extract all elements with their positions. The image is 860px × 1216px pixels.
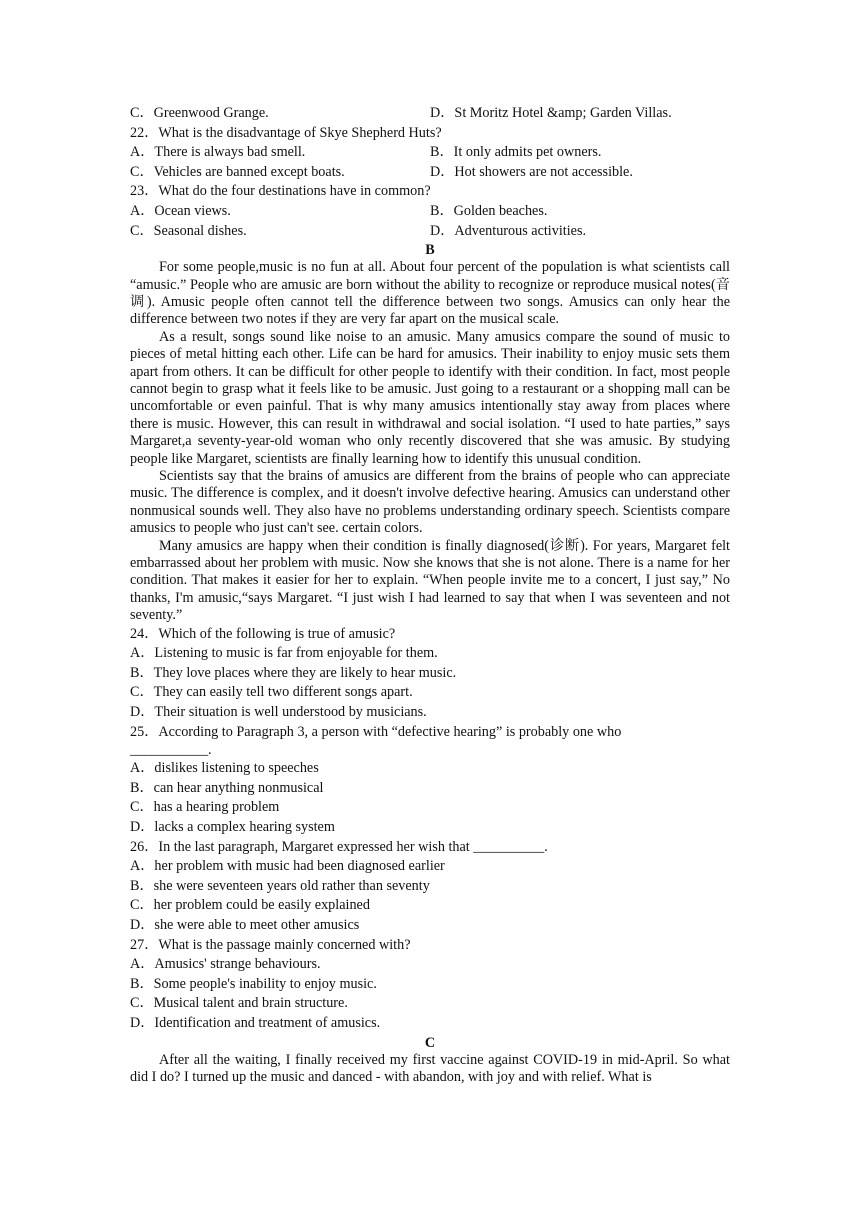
section-b-paragraph-3: Scientists say that the brains of amusics are different from the brains of people who can appreciate music. The difference is complex, and it doesn't involve defective hearing. Amusics can understand other nonmusical sounds well. They also have no problems understanding ordinary speech. Scientists compare amusics to people who just can't see. certain colors.	[130, 468, 730, 537]
q24-option-c: C．They can easily tell two different songs apart.	[130, 684, 413, 701]
document-page	[130, 104, 730, 1086]
q24-stem: 24．Which of the following is true of amusic?	[130, 625, 396, 642]
q23-options-cd	[130, 222, 730, 242]
q22-stem: 22．What is the disadvantage of Skye Shepherd Huts?	[130, 124, 442, 141]
q26-option-b: B．she were seventeen years old rather than seventy	[130, 877, 430, 894]
q22-option-b: B．It only admits pet owners.	[430, 144, 602, 161]
section-b-paragraph-1: For some people,music is no fun at all. About four percent of the population is what scientists call “amusic.” People who are amusic are born without the ability to recognize or reproduce musical notes(音调). Amusic people often cannot tell the difference between two songs. Amusics can only hear the difference between two notes if they are very far apart on the musical scale.	[130, 259, 730, 328]
q24-option-a: A．Listening to music is far from enjoyable for them.	[130, 645, 438, 662]
q23-option-c: C．Seasonal dishes.	[130, 222, 247, 239]
q22-options-ab	[130, 143, 730, 163]
q27-stem: 27．What is the passage mainly concerned with?	[130, 936, 411, 953]
q25-option-a: A．dislikes listening to speeches	[130, 760, 319, 777]
q25-answer-blank: ___________.	[130, 742, 212, 759]
q24-option-d: D．Their situation is well understood by musicians.	[130, 704, 427, 721]
section-b-paragraph-2: As a result, songs sound like noise to an amusic. Many amusics compare the sound of music to pieces of metal hitting each other. Life can be hard for amusics. Their inability to enjoy music sets them apart from others. It can be difficult for other people to identify with their condition. In fact, most people cannot begin to grasp what it feels like to be amusic. Just going to a restaurant or a shopping mall can be uncomfortable or even painful. That is why many amusics intentionally stay away from places where there is music. However, this can result in withdrawal and social isolation. “I used to hate parties,” says Margaret,a seventy-year-old woman who only recently discovered that she was amusic. By studying people like Margaret, scientists are finally learning how to identify this unusual condition.	[130, 328, 730, 467]
q25-option-c: C．has a hearing problem	[130, 799, 280, 816]
q24-option-b: B．They love places where they are likely to hear music.	[130, 664, 457, 681]
section-b-paragraph-4: Many amusics are happy when their condition is finally diagnosed(诊断). For years, Margaret felt embarrassed about her problem with music. Now she knows that she is not alone. There is a name for her condition. That makes it easier for her to explain. “When people invite me to a concert, I just say,” No thanks, I'm amusic,“says Margaret. “I just wish I had learned to say that when I was seventeen and not seventy.”	[130, 537, 730, 624]
q26-stem: 26．In the last paragraph, Margaret expressed her wish that __________.	[130, 838, 548, 855]
section-b-heading: B	[425, 242, 435, 259]
q23-stem: 23．What do the four destinations have in common?	[130, 183, 431, 200]
q27-option-a: A．Amusics' strange behaviours.	[130, 956, 321, 973]
q26-option-d: D．she were able to meet other amusics	[130, 917, 360, 933]
q23-option-d: D．Adventurous activities.	[430, 222, 587, 239]
q27-option-d: D．Identification and treatment of amusics.	[130, 1014, 381, 1031]
q27-option-b: B．Some people's inability to enjoy music.	[130, 975, 377, 992]
q21-options-cd	[130, 104, 730, 124]
q25-option-b: B．can hear anything nonmusical	[130, 779, 324, 796]
q23-option-a: A．Ocean views.	[130, 202, 231, 219]
q22-option-a: A．There is always bad smell.	[130, 144, 306, 161]
q27-option-c: C．Musical talent and brain structure.	[130, 995, 348, 1012]
q23-option-b: B．Golden beaches.	[430, 202, 548, 219]
q26-option-c: C．her problem could be easily explained	[130, 897, 370, 914]
q22-option-c: C．Vehicles are banned except boats.	[130, 163, 345, 180]
q21-option-c: C．Greenwood Grange.	[130, 105, 269, 121]
q25-stem: 25．According to Paragraph 3, a person with “defective hearing” is probably one who	[130, 723, 622, 740]
section-c-heading: C	[424, 1034, 436, 1051]
q23-options-ab	[130, 202, 730, 222]
q22-option-d: D．Hot showers are not accessible.	[430, 163, 633, 180]
q21-option-d: D．St Moritz Hotel &amp; Garden Villas.	[430, 105, 672, 121]
q25-option-d: D．lacks a complex hearing system	[130, 819, 335, 836]
q26-option-a: A．her problem with music had been diagnosed earlier	[130, 858, 445, 875]
section-c-paragraph-1: After all the waiting, I finally received my first vaccine against COVID-19 in mid-April. So what did I do? I turned up the music and danced - with abandon, with joy and with relief. What is	[130, 1051, 730, 1085]
q22-options-cd	[130, 163, 730, 183]
